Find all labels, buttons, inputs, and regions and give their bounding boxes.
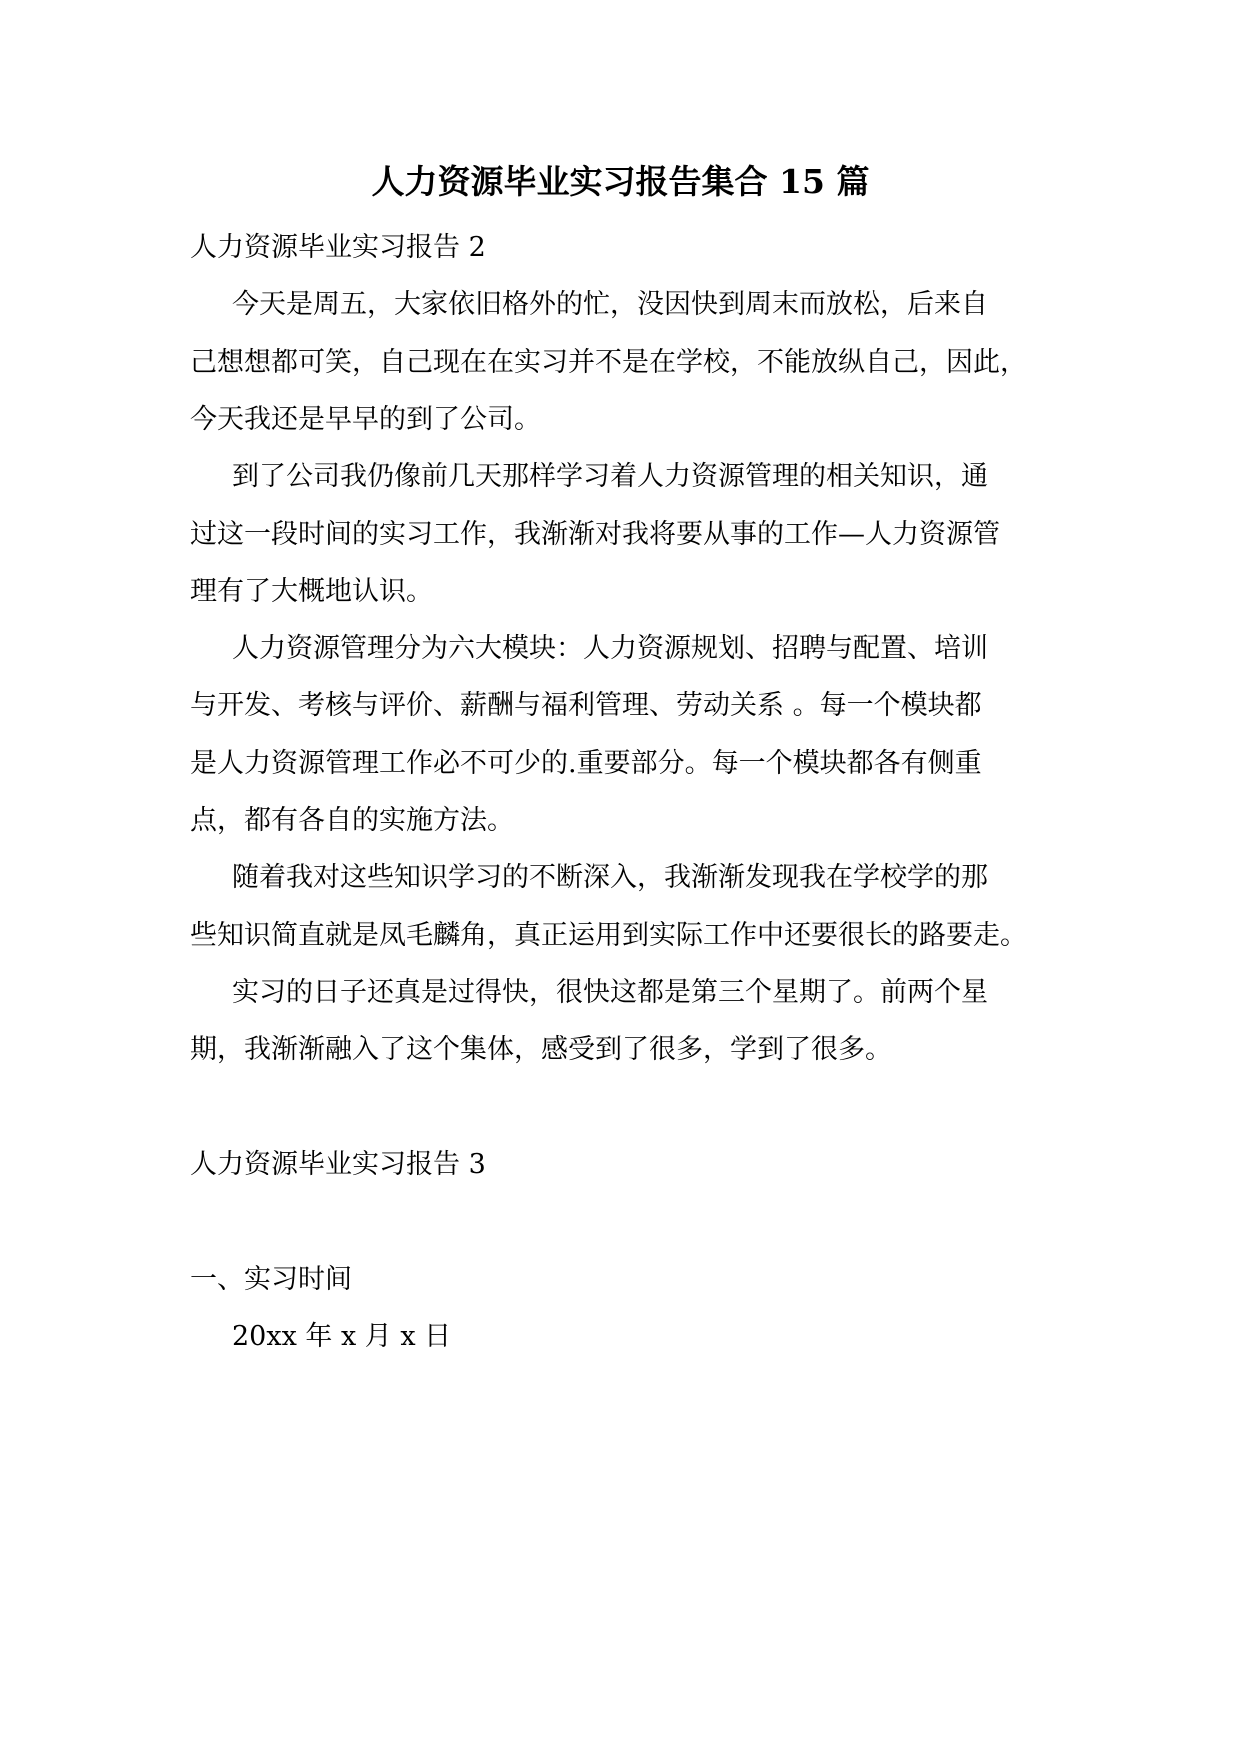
paragraph-2-line-3: 理有了大概地认识。 (190, 576, 433, 607)
paragraph-2-line-2: 过这一段时间的实习工作，我渐渐对我将要从事的工作—人力资源管 (190, 519, 1000, 550)
paragraph-3-line-4: 点，都有各自的实施方法。 (190, 805, 514, 836)
section-heading-report-2: 人力资源毕业实习报告 2 (190, 232, 486, 263)
paragraph-1-line-3: 今天我还是早早的到了公司。 (190, 404, 541, 435)
internship-date: 20xx 年 x 月 x 日 (232, 1321, 452, 1352)
paragraph-2-line-1: 到了公司我仍像前几天那样学习着人力资源管理的相关知识，通 (232, 461, 988, 492)
document-title: 人力资源毕业实习报告集合 15 篇 (371, 162, 870, 201)
paragraph-1-line-2: 己想想都可笑，自己现在在实习并不是在学校，不能放纵自己，因此， (190, 347, 1027, 378)
paragraph-1-line-1: 今天是周五，大家依旧格外的忙，没因快到周末而放松，后来自 (232, 289, 988, 320)
paragraph-3-line-3: 是人力资源管理工作必不可少的.重要部分。每一个模块都各有侧重 (190, 748, 982, 779)
paragraph-4-line-1: 随着我对这些知识学习的不断深入，我渐渐发现我在学校学的那 (232, 862, 988, 893)
paragraph-4-line-2: 些知识简直就是凤毛麟角，真正运用到实际工作中还要很长的路要走。 (190, 920, 1027, 951)
section-heading-report-3: 人力资源毕业实习报告 3 (190, 1149, 486, 1180)
paragraph-5-line-2: 期，我渐渐融入了这个集体，感受到了很多，学到了很多。 (190, 1034, 892, 1065)
paragraph-5-line-1: 实习的日子还真是过得快，很快这都是第三个星期了。前两个星 (232, 977, 988, 1008)
paragraph-3-line-2: 与开发、考核与评价、薪酬与福利管理、劳动关系 。每一个模块都 (190, 690, 982, 721)
subsection-heading-internship-time: 一、实习时间 (190, 1264, 352, 1295)
paragraph-3-line-1: 人力资源管理分为六大模块：人力资源规划、招聘与配置、培训 (232, 633, 988, 664)
